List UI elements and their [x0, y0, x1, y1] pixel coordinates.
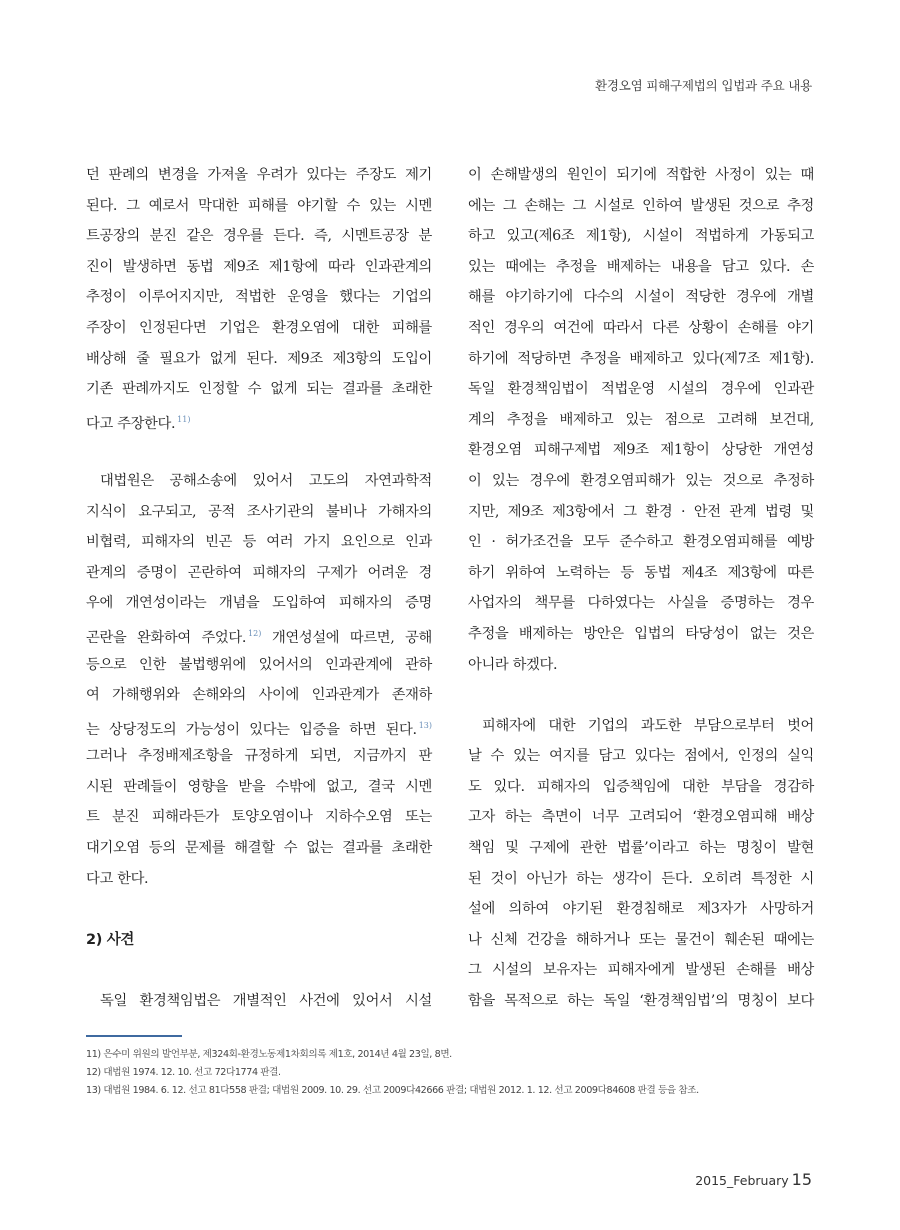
- page-number: 15: [791, 1170, 812, 1189]
- text-line: 된 것이 아닌가 하는 생각이 든다. 오히려 특정한 시: [468, 870, 814, 887]
- text-line: 등으로 인한 불법행위에 있어서의 인과관계에 관하: [86, 656, 432, 673]
- text-fragment: 개연성설에 따르면, 공해: [261, 629, 432, 646]
- text-line: 지식이 요구되고, 공적 조사기관의 불비나 가해자의: [86, 503, 432, 520]
- footnote-ref-13[interactable]: 13): [418, 720, 432, 730]
- footnote-divider: [86, 1035, 182, 1037]
- text-line: 이 손해발생의 원인이 되기에 적합한 사정이 있는 때: [468, 167, 814, 183]
- footnote-ref-12[interactable]: 12): [248, 628, 262, 638]
- text-line: 하기 위하여 노력하는 등 동법 제4조 제3항에 따른: [468, 564, 814, 581]
- paragraph-gap: [86, 955, 432, 986]
- paragraph-gap: [468, 680, 814, 711]
- text-line: 관계의 증명이 곤란하여 피해자의 구제가 어려운 경: [86, 564, 432, 581]
- text-line: 이 있는 경우에 환경오염피해가 있는 것으로 추정하: [468, 472, 814, 489]
- text-line: 다고 한다.: [86, 870, 149, 887]
- text-line: 우에 개연성이라는 개념을 도입하여 피해자의 증명: [86, 595, 432, 612]
- text-line: 독일 환경책임법은 개별적인 사건에 있어서 시설: [100, 993, 432, 1010]
- text-line: 있는 때에는 추정을 배제하는 내용을 담고 있다. 손: [468, 258, 814, 275]
- running-header: 환경오염 피해구제법의 입법과 주요 내용: [595, 78, 812, 93]
- text-line: 적인 경우의 여건에 따라서 다른 상황이 손해를 야기: [468, 319, 814, 336]
- paragraph-1: [86, 160, 432, 435]
- text-line: 추정이 이루어지지만, 적법한 운영을 했다는 기업의: [86, 289, 432, 306]
- text-line: 나 신체 건강을 해하거나 또는 물건이 훼손된 때에는: [468, 931, 814, 948]
- text-line: 비협력, 피해자의 빈곤 등 여러 가지 요인으로 인과: [86, 534, 432, 551]
- text-fragment: 는 상당정도의 가능성이 있다는 입증을 하면 된다.: [86, 721, 417, 738]
- text-line: 하고 있고(제6조 제1항), 시설이 적법하게 가동되고: [468, 228, 814, 245]
- text-line: 던 판례의 변경을 가져올 우려가 있다는 주장도 제기: [86, 167, 432, 183]
- text-line: 배상해 줄 필요가 없게 된다. 제9조 제3항의 도입이: [86, 350, 432, 367]
- text-fragment: 다고 주장한다.: [86, 415, 176, 432]
- text-line: 하기에 적당하면 추정을 배제하고 있다(제7조 제1항).: [468, 350, 814, 367]
- text-line: 사업자의 책무를 다하였다는 사실을 증명하는 경우: [468, 595, 814, 612]
- right-column: [468, 160, 814, 1017]
- page-footer: [695, 1170, 812, 1189]
- text-line: [86, 405, 432, 436]
- issue-label: 2015_February: [695, 1173, 789, 1188]
- text-line: 고자 하는 측면이 너무 고려되어 ‘환경오염피해 배상: [468, 809, 814, 826]
- section-heading: 2) 사견: [86, 931, 135, 948]
- text-line: 기존 판례까지도 인정할 수 없게 되는 결과를 초래한: [86, 381, 432, 398]
- footnote-12: 12) 대법원 1974. 12. 10. 선고 72다1774 판결.: [86, 1067, 281, 1078]
- text-fragment: 곤란을 완화하여 주었다.: [86, 629, 247, 646]
- text-line: 트공장의 분진 같은 경우를 든다. 즉, 시멘트공장 분: [86, 228, 432, 245]
- paragraph-4: [468, 711, 814, 1017]
- text-line: 시된 판례들이 영향을 받을 수밖에 없고, 결국 시멘: [86, 778, 432, 795]
- text-line: 그 시설의 보유자는 피해자에게 발생된 손해를 배상: [468, 962, 814, 979]
- text-line: 진이 발생하면 동법 제9조 제1항에 따라 인과관계의: [86, 258, 432, 275]
- left-column: [86, 160, 432, 1017]
- text-line: 피해자에 대한 기업의 과도한 부담으로부터 벗어: [482, 717, 814, 734]
- text-line: 그러나 추정배제조항을 규정하게 되면, 지금까지 판: [86, 748, 432, 765]
- text-line: 여 가해행위와 손해와의 사이에 인과관계가 존재하: [86, 687, 432, 704]
- text-line: 책임 및 구제에 관한 법률’이라고 하는 명칭이 발현: [468, 840, 814, 857]
- footnote-ref-11[interactable]: 11): [177, 414, 191, 424]
- paragraph-2: [86, 466, 432, 894]
- text-line: 인 · 허가조건을 모두 준수하고 환경오염피해를 예방: [468, 534, 814, 551]
- text-line: 추정을 배제하는 방안은 입법의 타당성이 없는 것은: [468, 625, 814, 642]
- text-line: 설에 의하여 야기된 환경침해로 제3자가 사망하거: [468, 901, 814, 918]
- text-line: 계의 추정을 배제하고 있는 점으로 고려해 보건대,: [468, 411, 814, 428]
- text-line: 트 분진 피해라든가 토양오염이나 지하수오염 또는: [86, 809, 432, 826]
- text-line: 대법원은 공해소송에 있어서 고도의 자연과학적: [100, 472, 432, 489]
- text-line: [86, 619, 432, 650]
- text-line: 주장이 인정된다면 기업은 환경오염에 대한 피해를: [86, 319, 432, 336]
- text-line: 된다. 그 예로서 막대한 피해를 야기할 수 있는 시멘: [86, 197, 432, 214]
- text-line: 해를 야기하기에 다수의 시설이 적당한 경우에 개별: [468, 289, 814, 306]
- text-line: 지만, 제9조 제3항에서 그 환경 · 안전 관계 법령 및: [468, 503, 814, 520]
- paragraph-gap: [86, 894, 432, 925]
- text-line: 아니라 하겠다.: [468, 656, 558, 673]
- footnote-11: 11) 은수미 위원의 발언부분, 제324회-환경노동제1차회의록 제1호, 2014년 4월 23일, 8면.: [86, 1049, 452, 1060]
- paragraph-3-continued: [468, 160, 814, 680]
- text-line: 날 수 있는 여지를 담고 있다는 점에서, 인정의 실익: [468, 748, 814, 765]
- footnotes: [86, 1046, 816, 1100]
- footnote-13: 13) 대법원 1984. 6. 12. 선고 81다558 판결; 대법원 2009. 10. 29. 선고 2009다42666 판결; 대법원 2012. 1. 12. 선고 2009다84608 판결 등을 참조.: [86, 1085, 699, 1096]
- text-line: 에는 그 손해는 그 시설로 인하여 발생된 것으로 추정: [468, 197, 814, 214]
- text-line: 함을 목적으로 하는 독일 ‘환경책임법’의 명칭이 보다: [468, 993, 814, 1010]
- text-line: 독일 환경책임법이 적법운영 시설의 경우에 인과관: [468, 381, 814, 398]
- text-line: [86, 711, 432, 742]
- paragraph-gap: [86, 435, 432, 466]
- text-line: 도 있다. 피해자의 입증책임에 대한 부담을 경감하: [468, 778, 814, 795]
- text-line: 환경오염 피해구제법 제9조 제1항이 상당한 개연성: [468, 442, 814, 459]
- text-line: 대기오염 등의 문제를 해결할 수 없는 결과를 초래한: [86, 840, 432, 857]
